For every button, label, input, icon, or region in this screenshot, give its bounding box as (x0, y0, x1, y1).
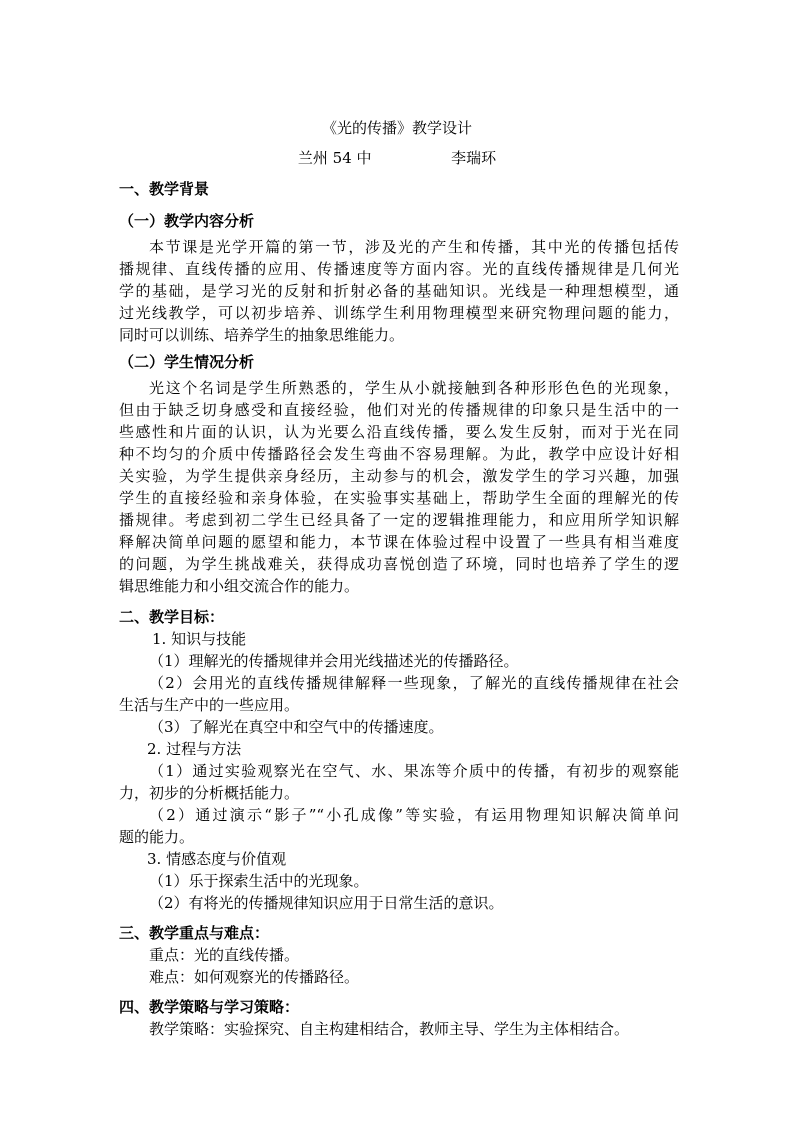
paragraph-line: 的问题，为学生挑战难关，获得成功喜悦创造了环境，同时也培养了学生的逻 (119, 555, 679, 573)
author-name: 李瑞环 (451, 149, 497, 167)
paragraph-line: 关实验，为学生提供亲身经历，主动参与的机会，激发学生的学习兴趣，加强 (119, 467, 679, 485)
author-line (0, 147, 794, 169)
objective-line: 3. 情感态度与价值观 (147, 850, 287, 868)
objective-line: 力，初步的分析概括能力。 (119, 784, 300, 802)
section-heading-1: 一、教学背景 (119, 180, 210, 198)
objective-line: 生活与生产中的一些应用。 (119, 696, 300, 714)
objective-line: （1）理解光的传播规律并会用光线描述光的传播路径。 (149, 652, 519, 670)
paragraph-line: 些感性和片面的认识，认为光要么沿直线传播，要么发生反射，而对于光在同 (119, 423, 679, 441)
objective-line: （2）通过演示“影子”“小孔成像”等实验，有运用物理知识解决简单问 (149, 806, 679, 824)
section-heading-4: 四、教学策略与学习策略： (119, 998, 300, 1016)
paragraph-line: 播规律。考虑到初二学生已经具备了一定的逻辑推理能力，和应用所学知识解 (119, 511, 679, 529)
objective-line: （2）会用光的直线传播规律解释一些现象，了解光的直线传播规律在社会 (149, 674, 679, 692)
paragraph-line: 过光线教学，可以初步培养、训练学生利用物理模型来研究物理问题的能力， (119, 304, 679, 322)
paragraph-line: 同时可以训练、培养学生的抽象思维能力。 (119, 326, 405, 344)
objective-line: 2. 过程与方法 (147, 740, 242, 758)
school-name: 兰州 54 中 (297, 149, 372, 167)
paragraph-line: 释解决简单问题的愿望和能力，本节课在体验过程中设置了一些具有相当难度 (119, 533, 679, 551)
subsection-heading-1-2: （二）学生情况分析 (119, 353, 255, 371)
paragraph-line: 本节课是光学开篇的第一节，涉及光的产生和传播，其中光的传播包括传 (149, 238, 679, 256)
strategy-line: 教学策略：实验探究、自主构建相结合，教师主导、学生为主体相结合。 (149, 1020, 630, 1038)
section-heading-3: 三、教学重点与难点： (119, 924, 270, 942)
paragraph-line: 辑思维能力和小组交流合作的能力。 (119, 577, 360, 595)
paragraph-line: 光这个名词是学生所熟悉的，学生从小就接触到各种形形色色的光现象， (149, 379, 679, 397)
subsection-heading-1-1: （一）教学内容分析 (119, 212, 255, 230)
paragraph-line: 学的基础，是学习光的反射和折射必备的基础知识。光线是一种理想模型，通 (119, 282, 679, 300)
paragraph-line: 学生的直接经验和亲身体验，在实验事实基础上，帮助学生全面的理解光的传 (119, 489, 679, 507)
objective-line: （1）通过实验观察光在空气、水、果冻等介质中的传播，有初步的观察能 (149, 762, 679, 780)
paragraph-line: 但由于缺乏切身感受和直接经验，他们对光的传播规律的印象只是生活中的一 (119, 401, 679, 419)
objective-line: （2）有将光的传播规律知识应用于日常生活的意识。 (149, 894, 504, 912)
objective-line: （3）了解光在真空中和空气中的传播速度。 (149, 718, 444, 736)
key-point-line: 重点：光的直线传播。 (149, 946, 300, 964)
paragraph-line: 播规律、直线传播的应用、传播速度等方面内容。光的直线传播规律是几何光 (119, 260, 679, 278)
objective-line: （1）乐于探索生活中的光现象。 (149, 872, 369, 890)
key-point-line: 难点：如何观察光的传播路径。 (149, 968, 360, 986)
section-heading-2: 二、教学目标： (119, 608, 225, 626)
objective-line: 题的能力。 (119, 828, 195, 846)
document-title: 《光的传播》教学设计 (321, 119, 472, 137)
objective-line: 1. 知识与技能 (152, 630, 247, 648)
paragraph-line: 种不均匀的介质中传播路径会发生弯曲不容易理解。为此，教学中应设计好相 (119, 445, 679, 463)
